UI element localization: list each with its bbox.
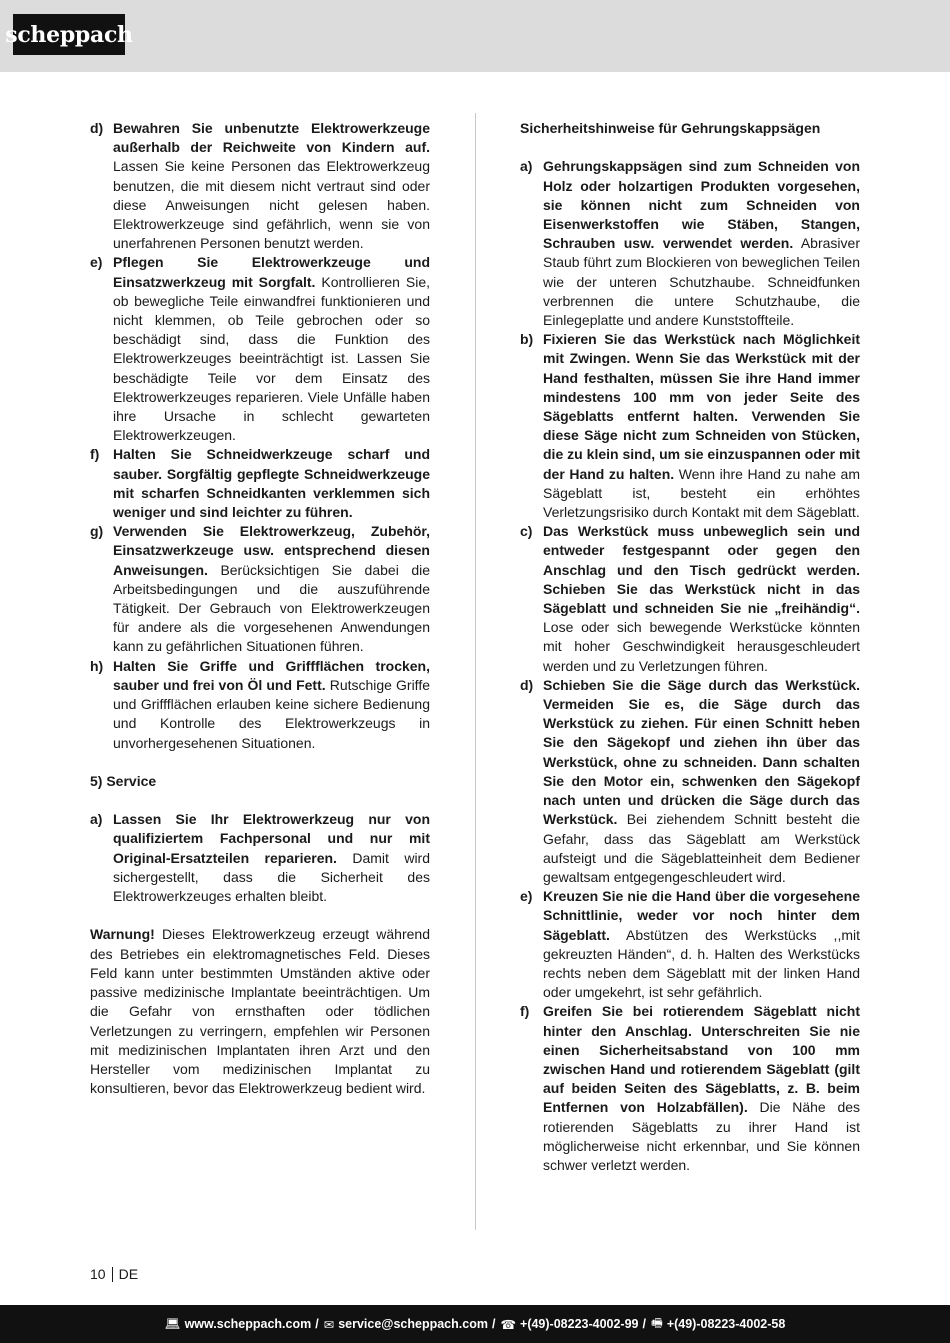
item-text: Lassen Sie keine Personen das Elektrowerkzeug benutzen, die mit diesem nicht vertraut sind oder diese Anweisungen nicht gelesen haben. Elektrowerkzeuge sind gefährlich, wenn sie von unerfahrenen Personen benutzt werden.	[113, 158, 430, 252]
left-column	[90, 119, 430, 1098]
item-label: g)	[90, 523, 104, 540]
item-label: d)	[90, 120, 104, 136]
list-item	[90, 657, 430, 753]
brand-logo: scheppach	[13, 14, 125, 55]
list-item	[520, 522, 860, 676]
footer-email[interactable]: service@scheppach.com	[338, 1317, 488, 1331]
page-separator	[112, 1267, 113, 1282]
contact-footer	[0, 1305, 950, 1343]
item-bold-text: Bewahren Sie unbenutzte Elektrowerkzeuge außerhalb der Reichweite von Kindern auf.	[113, 120, 430, 156]
item-label: a)	[90, 811, 103, 828]
right-column	[520, 119, 860, 1175]
fax-icon: 🖷︎	[651, 1315, 663, 1330]
list-item	[90, 810, 430, 906]
item-bold-text: Fixieren Sie das Werkstück nach Möglichkeit mit Zwingen. Wenn Sie das Werkstück mit der Hand festhalten, müssen Sie ihre Hand immer mindestens 100 mm von jeder Seite des Sägeblatts entfernt halten. Verwenden Sie diese Säge nicht zum Schneiden von Stücken, die zu klein sind, um sie einzuspannen oder mit der Hand zu halten.	[543, 331, 860, 482]
footer-phone: +(49)-08223-4002-99	[520, 1317, 639, 1331]
item-bold-text: Pflegen Sie Elektrowerkzeuge und Einsatzwerkzeug mit Sorgfalt.	[113, 254, 430, 290]
list-item	[90, 522, 430, 656]
item-bold-text: Schieben Sie die Säge durch das Werkstück. Vermeiden Sie es, die Säge durch das Werkstück zu ziehen. Für einen Schnitt heben Sie den Sägekopf und ziehen ihn über das Werkstück, ohne zu schneiden. Dann schalten Sie den Motor ein, schwenken den Sägekopf nach unten und drücken die Säge durch das Werkstück.	[543, 676, 860, 828]
item-label: e)	[90, 254, 103, 271]
list-item	[90, 445, 430, 522]
page-footer-number	[90, 1265, 138, 1284]
item-text: Bei ziehendem Schnitt besteht die Gefahr, dass das Sägeblatt am Werkstück aufsteigt und die Sägeblatteinheit dem Bediener gewaltsam entgegengeschleudert wird.	[543, 811, 860, 885]
item-text: Lose oder sich bewegende Werkstücke könnten mit hoher Geschwindigkeit herausgeschleudert werden und zu Verletzungen führen.	[543, 619, 860, 674]
header-bar	[0, 0, 950, 72]
warning-label: Warnung!	[90, 926, 155, 943]
item-text: Berücksichtigen Sie dabei die Arbeitsbedingungen und die auszuführende Tätigkeit. Der Gebrauch von Elektrowerkzeugen für andere als die vorgesehenen Anwendungen kann zu gefährlichen Situationen führen.	[113, 561, 431, 655]
item-bold-text: Verwenden Sie Elektrowerkzeug, Zubehör, Einsatzwerkzeuge usw. entsprechend diesen Anweisungen.	[113, 523, 430, 578]
item-text: Wenn ihre Hand zu nahe am Sägeblatt ist, besteht ein erhöhtes Verletzungsrisiko durch Kontakt mit dem Sägeblatt.	[543, 465, 861, 521]
list-item	[90, 119, 430, 253]
item-bold-text: Gehrungskappsägen sind zum Schneiden von Holz oder holzartigen Produkten vorgesehen, sie können nicht zum Schneiden von Eisenwerkstoffen wie Stäben, Stangen, Schrauben usw. verwendet werden.	[543, 158, 860, 252]
item-text: Abrasiver Staub führt zum Blockieren von beweglichen Teilen wie der unteren Schutzhaube. Schneidfunken verbrennen die untere Schutzhaube, die Einlegeplatte und andere Kunststoffteile.	[543, 235, 860, 329]
item-bold-text: Greifen Sie bei rotierendem Sägeblatt nicht hinter den Anschlag. Unterschreiten Sie nie einen Sicherheitsabstand von 100 mm zwischen Hand und rotierendem Sägeblatt (gilt auf beiden Seiten des Sägeblatts, z. B. beim Entfernen von Holzabfällen).	[543, 1003, 860, 1116]
warning-text: Dieses Elektrowerkzeug erzeugt während des Betriebes ein elektromagnetisches Feld. Dieses Feld kann unter bestimmten Umständen aktive oder passive medizinische Implantate beeinträchtigen. Um die Gefahr von ernsthaften oder tödlichen Verletzungen zu verringern, empfehlen wir Personen mit medizinischen Implantaten ihren Arzt und den Hersteller vom medizinischen Implantat zu konsultieren, bevor das Elektrowerkzeug bedient wird.	[90, 926, 430, 1097]
item-text: Kontrollieren Sie, ob bewegliche Teile einwandfrei funktionieren und nicht klemmen, ob Teile gebrochen oder so beschädigt sind, dass die Funktion des Elektrowerkzeuges beeinträchtigt ist. Lassen Sie beschädigte Teile vor dem Einsatz des Elektrowerkzeuges reparieren. Viele Unfälle haben ihre Ursache in schlecht gewarteten Elektrowerkzeugen.	[113, 273, 430, 444]
item-bold-text: Halten Sie Schneidwerkzeuge scharf und sauber. Sorgfältig gepflegte Schneidwerkzeuge mit scharfen Schneidkanten verklemmen sich weniger und sind leichter zu führen.	[113, 446, 430, 521]
item-bold-text: Kreuzen Sie nie die Hand über die vorgesehene Schnittlinie, weder vor noch hinter dem Sägeblatt.	[543, 888, 860, 943]
list-item	[520, 676, 860, 887]
column-divider	[475, 113, 476, 1230]
item-bold-text: Halten Sie Griffe und Griffflächen trocken, sauber und frei von Öl und Fett.	[113, 657, 430, 693]
item-label: a)	[520, 158, 533, 175]
footer-fax: +(49)-08223-4002-58	[666, 1317, 786, 1331]
phone-icon: ☎︎	[500, 1317, 517, 1332]
computer-icon: 💻︎	[164, 1316, 181, 1331]
item-label: f)	[520, 1003, 530, 1020]
item-text: Die Nähe des rotierenden Sägeblatts zu ihrer Hand ist möglicherweise nicht erkennbar, und Sie können schwer verletzt werden.	[543, 1099, 861, 1173]
footer-separator: /	[315, 1317, 319, 1331]
item-label: c)	[520, 523, 533, 540]
item-text: Damit wird sichergestellt, dass die Sicherheit des Elektrowerkzeuges erhalten bleibt.	[113, 849, 431, 905]
item-text: Abstützen des Werkstücks ,,mit gekreuzten Händen“, d. h. Halten des Werkstücks rechts neben dem Sägeblatt mit der linken Hand oder umgekehrt, ist sehr gefährlich.	[543, 926, 860, 1001]
item-label: f)	[90, 446, 100, 463]
item-label: d)	[520, 676, 534, 693]
list-item	[520, 1002, 860, 1175]
footer-separator: /	[491, 1317, 496, 1331]
item-label: b)	[520, 331, 534, 348]
warning-paragraph	[90, 925, 430, 1098]
item-label: h)	[90, 657, 104, 674]
item-label: e)	[520, 888, 533, 905]
list-item	[520, 157, 860, 330]
footer-website[interactable]: www.scheppach.com	[184, 1317, 312, 1331]
item-text: Rutschige Griffe und Griffflächen erlauben keine sichere Bedienung und Kontrolle des Elektrowerkzeugs in unvorhergesehenen Situationen.	[113, 676, 430, 751]
page-number: 10	[90, 1266, 106, 1282]
section-heading: Sicherheitshinweise für Gehrungskappsägen	[520, 120, 821, 136]
page-language: DE	[118, 1266, 139, 1282]
footer-separator: /	[642, 1317, 646, 1331]
item-bold-text: Das Werkstück muss unbeweglich sein und entweder festgespannt oder gegen den Anschlag und den Tisch gedrückt werden. Schieben Sie das Werkstück nicht in das Sägeblatt und schneiden Sie nie „freihändig“.	[543, 523, 860, 617]
mail-icon: ✉︎	[323, 1317, 335, 1332]
service-heading: 5) Service	[90, 772, 157, 789]
list-item	[90, 253, 430, 445]
item-bold-text: Lassen Sie Ihr Elektrowerkzeug nur von qualifiziertem Fachpersonal und nur mit Original-Ersatzteilen reparieren.	[113, 811, 430, 866]
list-item	[520, 887, 860, 1002]
list-item	[520, 330, 860, 522]
